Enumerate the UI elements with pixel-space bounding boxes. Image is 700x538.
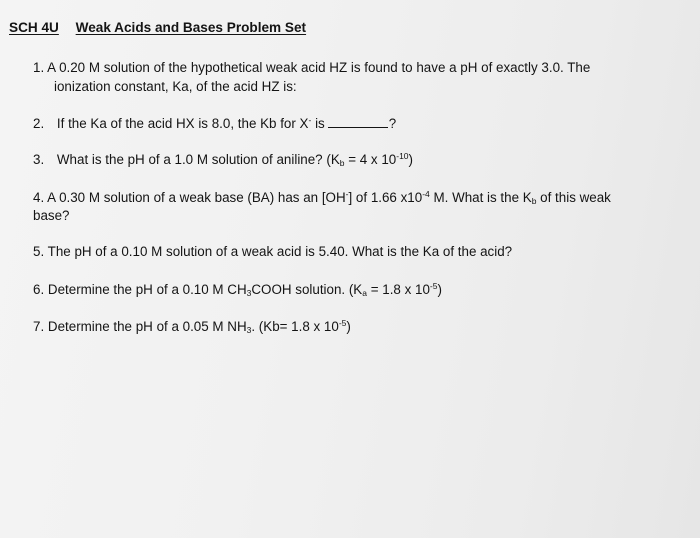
question-6 xyxy=(33,280,442,299)
page-title: Weak Acids and Bases Problem Set xyxy=(75,20,307,35)
question-text: = 1.8 x 10 xyxy=(366,282,430,297)
question-text: = 4 x 10 xyxy=(344,152,397,167)
question-text: The pH of a 0.10 M solution of a weak acid is 5.40. What is the Ka of the acid? xyxy=(47,244,513,259)
question-text: What is the pH of a 1.0 M solution of aniline? (K xyxy=(56,152,340,167)
question-number: 7. xyxy=(33,319,45,334)
question-text: base? xyxy=(33,208,70,223)
question-number: 6. xyxy=(33,282,45,297)
question-1 xyxy=(33,58,590,77)
question-text: ] of 1.66 x10 xyxy=(348,190,423,205)
question-2 xyxy=(33,114,396,133)
charge-superscript: - xyxy=(345,189,349,199)
question-text: of this weak xyxy=(536,190,611,205)
question-text: ) xyxy=(346,319,351,334)
question-number: 1. xyxy=(33,60,45,75)
question-text: COOH solution. (K xyxy=(251,282,363,297)
course-code: SCH 4U xyxy=(9,20,59,35)
subscript: b xyxy=(531,196,537,206)
question-number: 5. xyxy=(33,244,45,259)
question-text: Determine the pH of a 0.05 M NH xyxy=(47,319,247,334)
question-4-continued xyxy=(33,206,69,225)
question-3 xyxy=(33,150,413,169)
subscript: 3 xyxy=(246,288,252,298)
question-text: ) xyxy=(437,282,442,297)
question-text: ionization constant, Ka, of the acid HZ is: xyxy=(54,79,297,94)
question-number: 3. xyxy=(33,152,45,167)
question-1-continued xyxy=(54,77,297,96)
question-number: 4. xyxy=(33,190,45,205)
exponent: -4 xyxy=(422,189,430,199)
question-mark: ? xyxy=(388,116,397,131)
question-text: A 0.30 M solution of a weak base (BA) has an [OH xyxy=(47,190,346,205)
exponent: -10 xyxy=(396,151,409,161)
question-7 xyxy=(33,317,351,336)
answer-blank xyxy=(328,115,388,128)
question-text: Determine the pH of a 0.10 M CH xyxy=(47,282,247,297)
subscript: a xyxy=(362,288,367,298)
subscript: 3 xyxy=(246,325,252,335)
charge-superscript: - xyxy=(308,115,312,125)
question-5 xyxy=(33,242,512,261)
question-number: 2. xyxy=(33,116,45,131)
page-header xyxy=(9,20,306,35)
question-text: . (Kb= 1.8 x 10 xyxy=(251,319,339,334)
subscript: b xyxy=(339,158,345,168)
exponent: -5 xyxy=(429,281,438,291)
question-text: ) xyxy=(408,152,413,167)
question-text: is xyxy=(311,116,325,131)
question-text: M. What is the K xyxy=(429,190,532,205)
exponent: -5 xyxy=(338,318,347,328)
question-text: If the Ka of the acid HX is 8.0, the Kb for X xyxy=(56,116,309,131)
question-4 xyxy=(33,188,611,207)
question-text: A 0.20 M solution of the hypothetical weak acid HZ is found to have a pH of exactly 3.0. The xyxy=(47,60,591,75)
